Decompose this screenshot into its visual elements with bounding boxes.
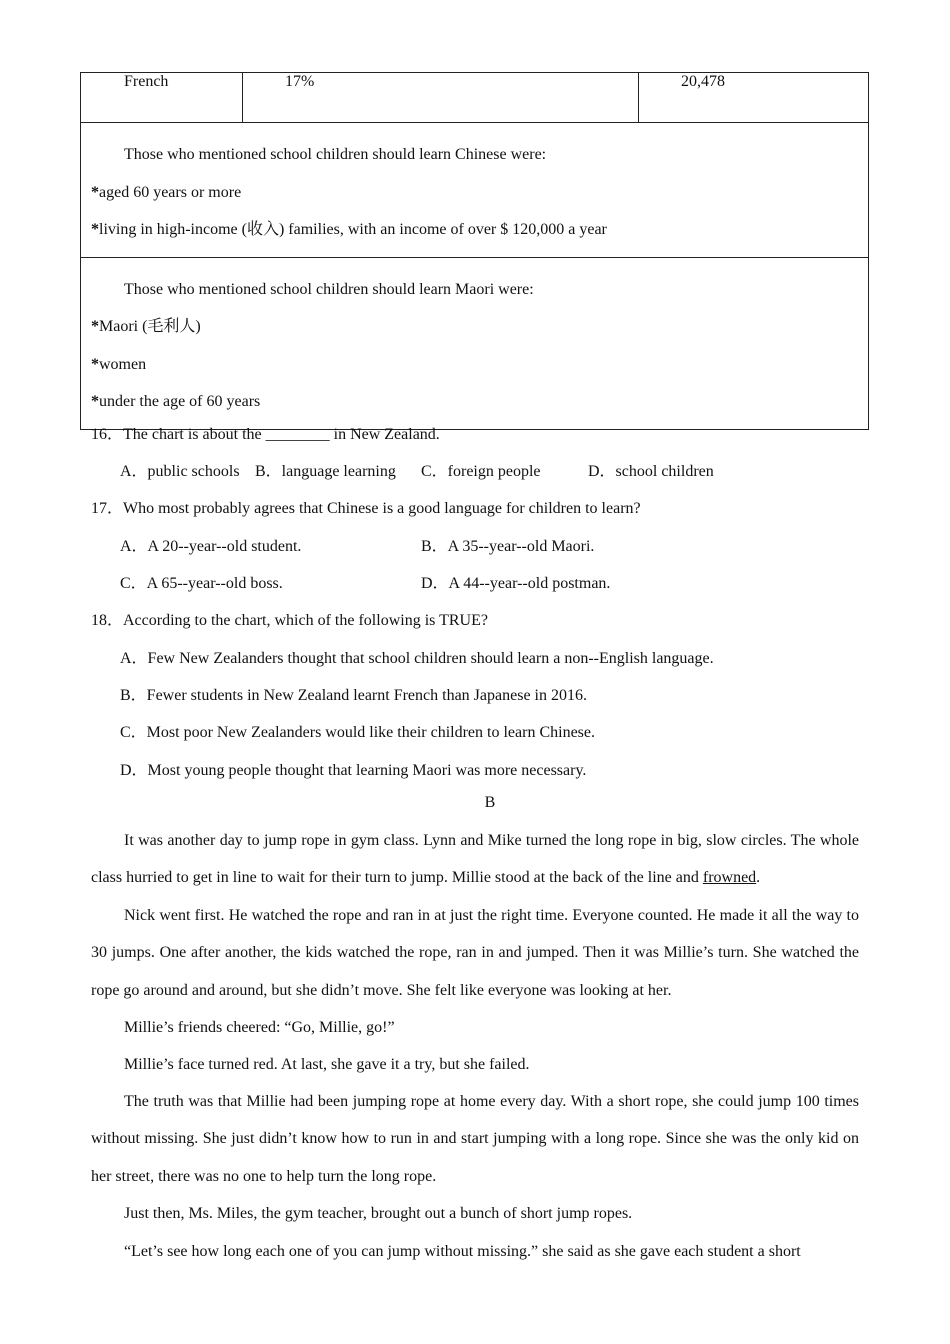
chinese-note [81, 123, 869, 258]
language-survey-table [80, 72, 869, 430]
q16-option-d: D．school children [588, 463, 714, 480]
underlined-word: frowned [702, 869, 757, 887]
count-cell: 20,478 [639, 73, 869, 123]
language-cell: French [81, 73, 243, 123]
percent-cell: 17% [243, 73, 639, 123]
maori-note-row [81, 257, 869, 429]
passage-paragraph: Just then, Ms. Miles, the gym teacher, brought out a bunch of short jump ropes. [124, 1205, 633, 1222]
section-heading: B [484, 794, 496, 811]
q18-option-a: A．Few New Zealanders thought that school children should learn a non--English language. [120, 650, 714, 667]
passage-paragraph: “Let’s see how long each one of you can jump without missing.” she said as she gave each student a short [124, 1243, 801, 1260]
q18-option-c: C．Most poor New Zealanders would like their children to learn Chinese. [120, 724, 595, 741]
table-row [81, 73, 869, 123]
question-16: 16．The chart is about the ________ in New Zealand. [91, 426, 440, 443]
question-17: 17．Who most probably agrees that Chinese is a good language for children to learn? [91, 500, 641, 517]
maori-note-intro: Those who mentioned school children should learn Maori were: [124, 280, 534, 298]
passage-paragraph: It was another day to jump rope in gym class. Lynn and Mike turned the long rope in big, slow circles. The whole class hurried to get in line to wait for their turn to jump. Millie stood at the back of the line and frowned. [91, 832, 859, 887]
question-18: 18．According to the chart, which of the following is TRUE? [91, 612, 488, 629]
q17-option-d: D．A 44--year--old postman. [421, 575, 611, 592]
maori-note [81, 257, 869, 429]
q16-option-a: A．public schools [120, 463, 240, 480]
chinese-note-intro: Those who mentioned school children should learn Chinese were: [124, 146, 547, 163]
q18-option-d: D．Most young people thought that learning Maori was more necessary. [120, 762, 587, 779]
note-item: *living in high-income (收入) families, with an income of over $ 120,000 a year [91, 221, 607, 238]
q18-option-b: B．Fewer students in New Zealand learnt French than Japanese in 2016. [120, 687, 587, 704]
passage-paragraph: Millie’s friends cheered: “Go, Millie, go!” [124, 1019, 395, 1036]
q16-option-c: C．foreign people [421, 463, 541, 480]
note-item: *Maori (毛利人) [91, 318, 201, 335]
note-item: *aged 60 years or more [91, 183, 242, 201]
note-item: *women [91, 355, 147, 373]
chinese-note-row [81, 123, 869, 258]
passage-paragraph: Millie’s face turned red. At last, she gave it a try, but she failed. [124, 1056, 530, 1073]
q17-option-b: B．A 35--year--old Maori. [421, 538, 595, 555]
q16-option-b: B．language learning [255, 463, 396, 480]
q17-option-a: A．A 20--year--old student. [120, 538, 302, 555]
passage-paragraph: Nick went first. He watched the rope and ran in at just the right time. Everyone counted. He made it all the way to 30 jumps. One after another, the kids watched the rope, ran in and jumped. Then it was Millie’s turn. She watched the rope go around and around, but she didn’t move. She felt like everyone was looking at her. [91, 907, 859, 999]
passage-paragraph: The truth was that Millie had been jumping rope at home every day. With a short rope, she could jump 100 times without missing. She just didn’t know how to run in and start jumping with a long rope. Since she was the only kid on her street, there was no one to help turn the long rope. [91, 1093, 859, 1185]
note-item: *under the age of 60 years [91, 393, 261, 410]
q17-option-c: C．A 65--year--old boss. [120, 575, 283, 592]
